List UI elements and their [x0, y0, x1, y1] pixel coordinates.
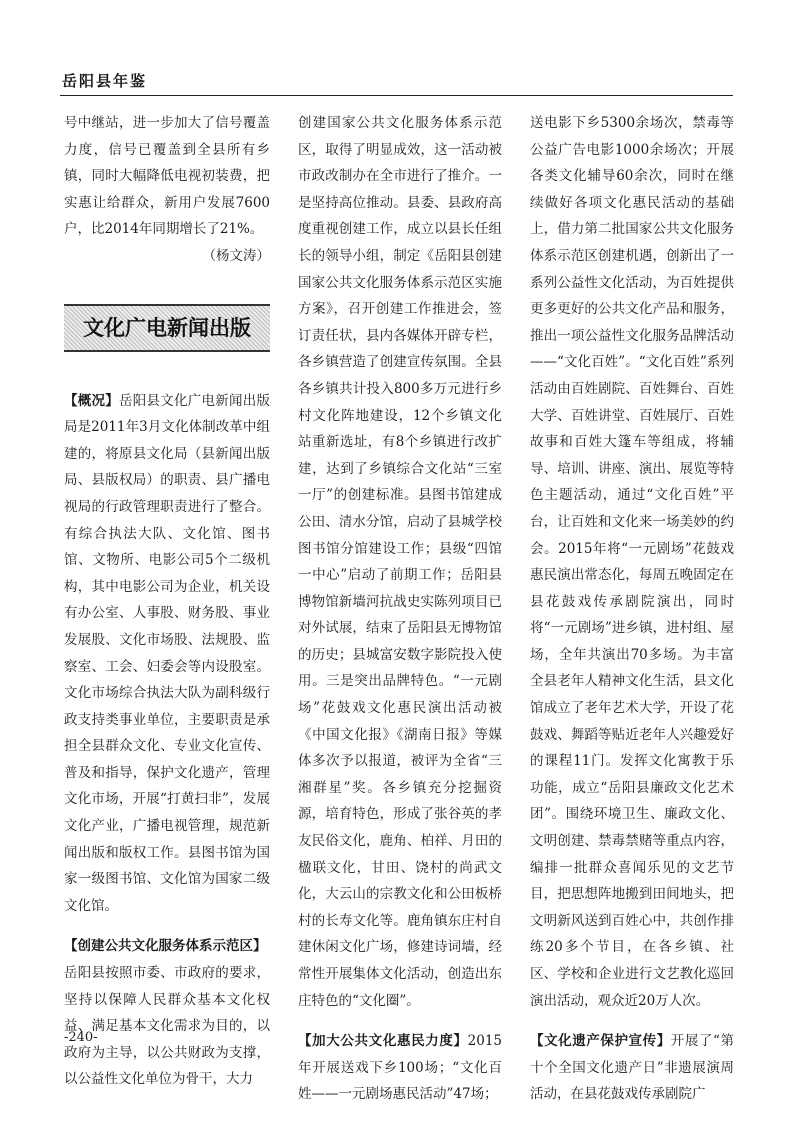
paragraph-signal-coverage: 号中继站，进一步加大了信号覆盖力度，信号已覆盖到全县所有乡镇，同时大幅降低电视初装费，把实惠让给群众，新用户发展7600户，比2014年同期增长了21%。	[64, 115, 270, 238]
paragraph-heritage	[530, 1028, 734, 1108]
author-attribution: （杨文涛）	[202, 247, 270, 264]
heading-heritage: 【文化遗产保护宣传】	[530, 1033, 671, 1050]
paragraph-demo-zone-continued: 创建国家公共文化服务体系示范区，取得了明显成效，这一活动被市政改制办在全市进行了推介。一是坚持高位推动。县委、县政府高度重视创建工作，成立以县长任组长的领导小组，制定《岳阳县创建国家公共文化服务体系示范区实施方案》，召开创建工作推进会，签订责任状，县内各媒体开辟专栏，各乡镇营造了创建宣传氛围。全县各乡镇共计投入800多万元进行乡村文化阵地建设，12个乡镇文化站重新选址，有8个乡镇进行改扩建，达到了乡镇综合文化站“三室一厅”的创建标准。县图书馆建成公田、清水分馆，启动了县城学校图书馆分馆建设工作；县级“四馆一中心”启动了前期工作；岳阳县博物馆新墙河抗战史实陈列项目已对外试展，结束了岳阳县无博物馆的历史；县城富安数字影院投入使用。三是突出品牌特色。“一元剧场”花鼓戏文化惠民演出活动被《中国文化报》《湖南日报》等媒体多次予以报道，被评为全省“三湘群星”奖。各乡镇充分挖掘资源，培育特色，形成了张谷英的孝友民俗文化，鹿角、柏祥、月田的楹联文化，甘田、饶村的尚武文化，大云山的宗教文化和公田板桥村的长寿文化等。鹿角镇东庄村自建休闲文化广场，修建诗词墙，经常性开展集体文化活动，创造出东庄特色的“文化圈”。	[298, 115, 502, 1009]
section-title-banner	[64, 304, 270, 352]
page-number: -240-	[64, 1030, 98, 1045]
heading-cultural-benefit: 【加大公共文化惠民力度】	[298, 1033, 468, 1050]
heading-create-demo-zone: 【创建公共文化服务体系示范区】	[64, 938, 267, 955]
heritage-text: 开展了“第十个全国文化遗产日”非遗展演周活动，在县花鼓戏传承剧院广	[530, 1033, 734, 1103]
section-title: 文化广电新闻出版	[83, 315, 251, 340]
column-2	[298, 110, 502, 1108]
paragraph-overview	[64, 388, 270, 920]
column-1	[64, 110, 270, 1093]
paragraph-cultural-benefit	[298, 1028, 502, 1108]
column-3	[530, 110, 734, 1108]
heading-overview: 【概况】	[64, 392, 119, 409]
paragraph-benefit-continued: 送电影下乡5300余场次，禁毒等公益广告电影1000余场次；开展各类文化辅导60余次，同时在继续做好各项文化惠民活动的基础上，借力第二批国家公共文化服务体系示范区创建机遇，创新出了一系列公益性文化活动，为百姓提供更多更好的公共文化产品和服务，推出一项公益性文化服务品牌活动——“文化百姓”。“文化百姓”系列活动由百姓剧院、百姓舞台、百姓大学、百姓讲堂、百姓展厅、百姓故事和百姓大篷车等组成，将辅导、培训、讲座、演出、展览等特色主题活动，通过“文化百姓”平台，让百姓和文化来一场美妙的约会。2015年将“一元剧场”花鼓戏惠民演出常态化，每周五晚固定在县花鼓戏传承剧院演出，同时将“一元剧场”进乡镇，进村组、屋场，全年共演出70多场。为丰富全县老年人精神文化生活，县文化馆成立了老年艺术大学，开设了花鼓戏、舞蹈等贴近老年人兴趣爱好的课程11门。发挥文化寓教于乐功能，成立“岳阳县廉政文化艺术团”。围绕环境卫生、廉政文化、文明创建、禁毒禁赌等重点内容，编排一批群众喜闻乐见的文艺节目，把思想阵地搬到田间地头，把文明新风送到百姓心中，共创作排练20多个节目，在各乡镇、社区、学校和企业进行文艺教化巡回演出活动，观众近20万人次。	[530, 115, 734, 1009]
running-header-title: 岳阳县年鉴	[62, 72, 148, 90]
paragraph-create-demo-zone: 岳阳县按照市委、市政府的要求，坚持以保障人民群众基本文化权益、满足基本文化需求为目的，以政府为主导，以公共财政为支撑，以公益性文化单位为骨干，大力	[64, 965, 270, 1088]
overview-text: 岳阳县文化广电新闻出版局是2011年3月文化体制改革中组建的，将原县文化局（县新闻出版局、县版权局）的职责、县广播电视局的行政管理职责进行了整合。有综合执法大队、文化馆、图书馆、文物所、电影公司5个二级机构，其中电影公司为企业，机关设有办公室、人事股、财务股、事业发展股、文化市场股、法规股、监察室、工会、妇委会等内设股室。文化市场综合执法大队为副科级行政支持类事业单位，主要职责是承担全县群众文化、专业文化宣传、普及和指导，保护文化遗产，管理文化市场，开展“打黄扫非”，发展文化产业，广播电视管理，规范新闻出版和版权工作。县图书馆为国家一级图书馆、文化馆为国家二级文化馆。	[64, 392, 270, 914]
header-rule	[60, 95, 733, 96]
cultural-benefit-text: 2015年开展送戏下乡100场；“文化百姓——一元剧场惠民活动”47场；	[298, 1033, 502, 1103]
